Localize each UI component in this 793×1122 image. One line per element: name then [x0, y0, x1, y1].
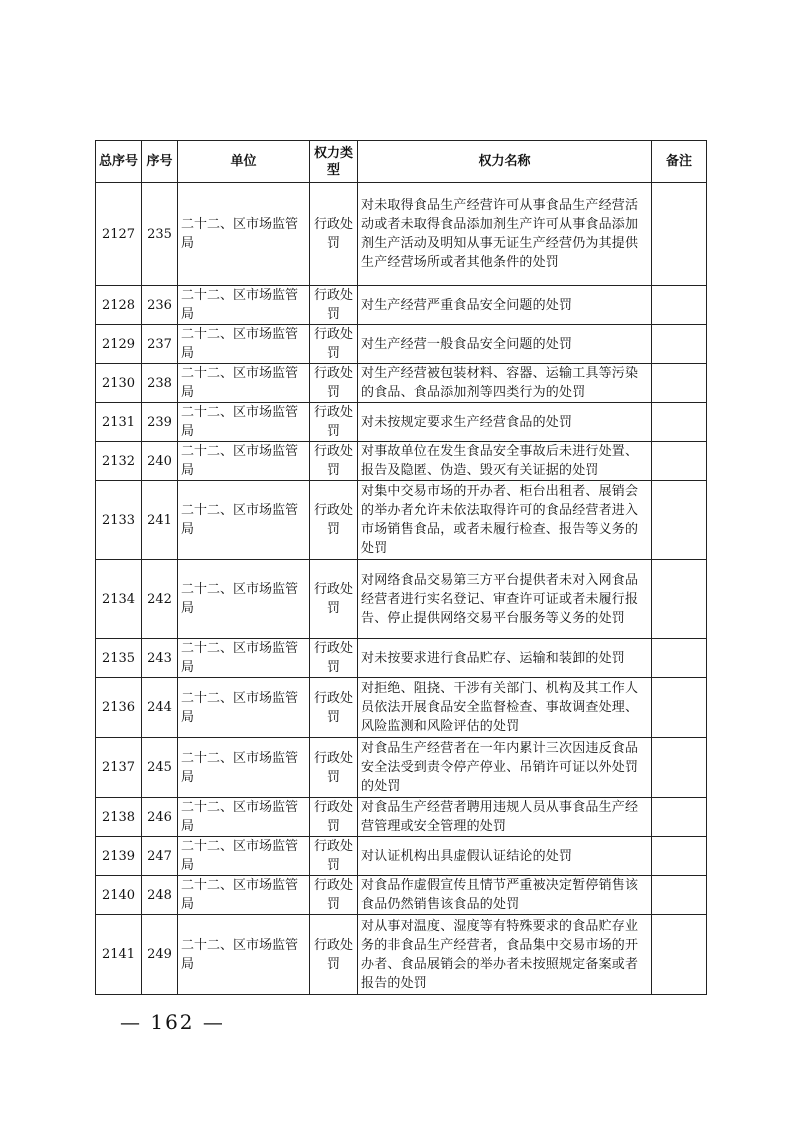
- power-name-cell: 对未按规定要求生产经营食品的处罚: [358, 403, 652, 442]
- power-type-cell: 行政处罚: [310, 286, 358, 325]
- unit-cell: 二十二、区市场监管局: [178, 364, 310, 403]
- table-row: [96, 639, 707, 678]
- power-name-cell: 对网络食品交易第三方平台提供者未对入网食品经营者进行实名登记、审查许可证或者未履行报告、停止提供网络交易平台服务等义务的处罚: [358, 560, 652, 639]
- power-name-cell: 对生产经营一般食品安全问题的处罚: [358, 325, 652, 364]
- power-type-cell: 行政处罚: [310, 183, 358, 286]
- table-row: [96, 837, 707, 876]
- power-type-cell: 行政处罚: [310, 325, 358, 364]
- remark-cell: [652, 403, 707, 442]
- remark-cell: [652, 286, 707, 325]
- remark-cell: [652, 876, 707, 915]
- unit-cell: 二十二、区市场监管局: [178, 915, 310, 995]
- remark-cell: [652, 442, 707, 481]
- remark-cell: [652, 325, 707, 364]
- table-row: [96, 738, 707, 798]
- remark-cell: [652, 364, 707, 403]
- header-remark: 备注: [652, 141, 707, 183]
- unit-cell: 二十二、区市场监管局: [178, 876, 310, 915]
- header-seq-no: 序号: [142, 141, 178, 183]
- power-name-cell: 对集中交易市场的开办者、柜台出租者、展销会的举办者允许未依法取得许可的食品经营者进入市场销售食品，或者未履行检查、报告等义务的处罚: [358, 481, 652, 560]
- total-no-cell: 2136: [96, 678, 142, 738]
- total-no-cell: 2131: [96, 403, 142, 442]
- power-type-cell: 行政处罚: [310, 876, 358, 915]
- power-name-cell: 对食品生产经营者聘用违规人员从事食品生产经营管理或安全管理的处罚: [358, 798, 652, 837]
- remark-cell: [652, 639, 707, 678]
- total-no-cell: 2140: [96, 876, 142, 915]
- table-row: [96, 876, 707, 915]
- power-name-cell: 对未按要求进行食品贮存、运输和装卸的处罚: [358, 639, 652, 678]
- header-power-type: 权力类型: [310, 141, 358, 183]
- unit-cell: 二十二、区市场监管局: [178, 481, 310, 560]
- header-power-name: 权力名称: [358, 141, 652, 183]
- seq-no-cell: 246: [142, 798, 178, 837]
- seq-no-cell: 238: [142, 364, 178, 403]
- remark-cell: [652, 837, 707, 876]
- seq-no-cell: 242: [142, 560, 178, 639]
- power-type-cell: 行政处罚: [310, 798, 358, 837]
- total-no-cell: 2133: [96, 481, 142, 560]
- power-name-cell: 对未取得食品生产经营许可从事食品生产经营活动或者未取得食品添加剂生产许可从事食品添加剂生产活动及明知从事无证生产经营仍为其提供生产经营场所或者其他条件的处罚: [358, 183, 652, 286]
- unit-cell: 二十二、区市场监管局: [178, 325, 310, 364]
- unit-cell: 二十二、区市场监管局: [178, 183, 310, 286]
- header-row: [96, 141, 707, 183]
- unit-cell: 二十二、区市场监管局: [178, 560, 310, 639]
- table-row: [96, 364, 707, 403]
- unit-cell: 二十二、区市场监管局: [178, 286, 310, 325]
- seq-no-cell: 236: [142, 286, 178, 325]
- remark-cell: [652, 481, 707, 560]
- total-no-cell: 2127: [96, 183, 142, 286]
- seq-no-cell: 248: [142, 876, 178, 915]
- unit-cell: 二十二、区市场监管局: [178, 798, 310, 837]
- seq-no-cell: 241: [142, 481, 178, 560]
- power-name-cell: 对事故单位在发生食品安全事故后未进行处置、报告及隐匿、伪造、毁灭有关证据的处罚: [358, 442, 652, 481]
- remark-cell: [652, 183, 707, 286]
- remark-cell: [652, 560, 707, 639]
- table-row: [96, 403, 707, 442]
- power-type-cell: 行政处罚: [310, 442, 358, 481]
- power-type-cell: 行政处罚: [310, 678, 358, 738]
- power-name-cell: 对生产经营被包装材料、容器、运输工具等污染的食品、食品添加剂等四类行为的处罚: [358, 364, 652, 403]
- power-type-cell: 行政处罚: [310, 403, 358, 442]
- remark-cell: [652, 738, 707, 798]
- seq-no-cell: 243: [142, 639, 178, 678]
- table-row: [96, 798, 707, 837]
- seq-no-cell: 239: [142, 403, 178, 442]
- unit-cell: 二十二、区市场监管局: [178, 639, 310, 678]
- table-row: [96, 442, 707, 481]
- seq-no-cell: 247: [142, 837, 178, 876]
- power-type-cell: 行政处罚: [310, 481, 358, 560]
- table-row: [96, 325, 707, 364]
- unit-cell: 二十二、区市场监管局: [178, 678, 310, 738]
- table-row: [96, 481, 707, 560]
- table-row: [96, 678, 707, 738]
- page-number: — 162 —: [120, 1010, 225, 1034]
- total-no-cell: 2141: [96, 915, 142, 995]
- remark-cell: [652, 915, 707, 995]
- power-type-cell: 行政处罚: [310, 738, 358, 798]
- power-name-cell: 对生产经营严重食品安全问题的处罚: [358, 286, 652, 325]
- total-no-cell: 2132: [96, 442, 142, 481]
- unit-cell: 二十二、区市场监管局: [178, 738, 310, 798]
- remark-cell: [652, 798, 707, 837]
- power-list-table: [95, 140, 707, 995]
- power-name-cell: 对从事对温度、湿度等有特殊要求的食品贮存业务的非食品生产经营者，食品集中交易市场的开办者、食品展销会的举办者未按照规定备案或者报告的处罚: [358, 915, 652, 995]
- unit-cell: 二十二、区市场监管局: [178, 837, 310, 876]
- header-unit: 单位: [178, 141, 310, 183]
- power-type-cell: 行政处罚: [310, 915, 358, 995]
- power-type-cell: 行政处罚: [310, 364, 358, 403]
- total-no-cell: 2135: [96, 639, 142, 678]
- total-no-cell: 2134: [96, 560, 142, 639]
- seq-no-cell: 235: [142, 183, 178, 286]
- power-name-cell: 对食品作虚假宣传且情节严重被决定暂停销售该食品仍然销售该食品的处罚: [358, 876, 652, 915]
- power-name-cell: 对拒绝、阻挠、干涉有关部门、机构及其工作人员依法开展食品安全监督检查、事故调查处理、风险监测和风险评估的处罚: [358, 678, 652, 738]
- seq-no-cell: 245: [142, 738, 178, 798]
- table-row: [96, 183, 707, 286]
- power-type-cell: 行政处罚: [310, 639, 358, 678]
- remark-cell: [652, 678, 707, 738]
- seq-no-cell: 237: [142, 325, 178, 364]
- total-no-cell: 2139: [96, 837, 142, 876]
- seq-no-cell: 249: [142, 915, 178, 995]
- power-name-cell: 对食品生产经营者在一年内累计三次因违反食品安全法受到责令停产停业、吊销许可证以外处罚的处罚: [358, 738, 652, 798]
- power-type-cell: 行政处罚: [310, 560, 358, 639]
- unit-cell: 二十二、区市场监管局: [178, 403, 310, 442]
- seq-no-cell: 244: [142, 678, 178, 738]
- power-name-cell: 对认证机构出具虚假认证结论的处罚: [358, 837, 652, 876]
- total-no-cell: 2128: [96, 286, 142, 325]
- table-row: [96, 286, 707, 325]
- unit-cell: 二十二、区市场监管局: [178, 442, 310, 481]
- total-no-cell: 2137: [96, 738, 142, 798]
- total-no-cell: 2130: [96, 364, 142, 403]
- table-row: [96, 915, 707, 995]
- total-no-cell: 2138: [96, 798, 142, 837]
- table-row: [96, 560, 707, 639]
- power-type-cell: 行政处罚: [310, 837, 358, 876]
- total-no-cell: 2129: [96, 325, 142, 364]
- seq-no-cell: 240: [142, 442, 178, 481]
- header-total-no: 总序号: [96, 141, 142, 183]
